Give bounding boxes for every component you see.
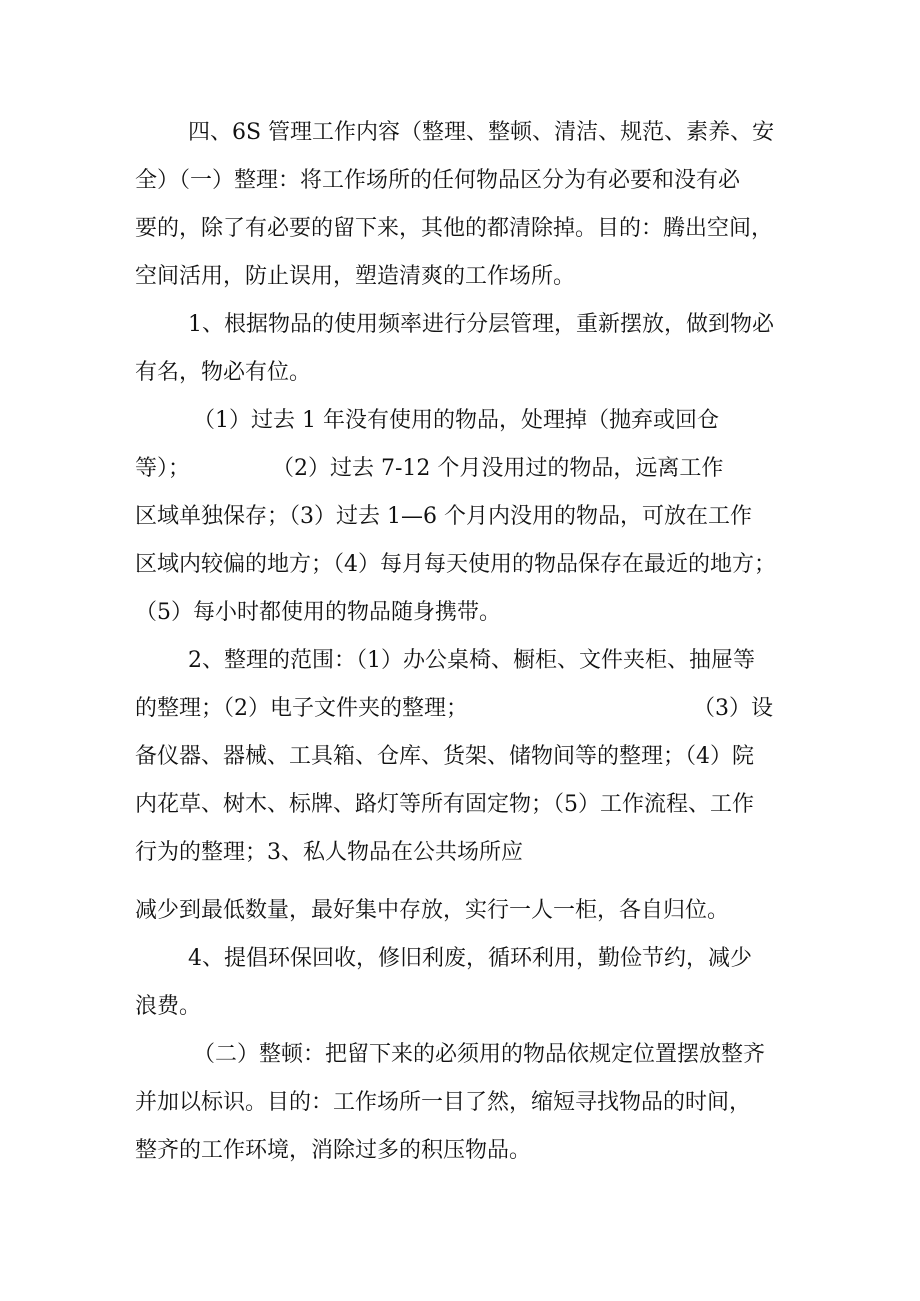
text-line: 备仪器、器械、工具箱、仓库、货架、储物间等的整理；（4）院 (135, 744, 754, 769)
text-line: 等）； (135, 456, 191, 481)
text-line: 有名，物必有位。 (135, 360, 312, 385)
text-line: 并加以标识。目的：工作场所一目了然，缩短寻找物品的时间， (135, 1090, 752, 1115)
text-line: 区域单独保存；（3）过去 1—6 个月内没用的物品，可放在工作 (135, 504, 752, 529)
text-line: 内花草、树木、标牌、路灯等所有固定物；（5）工作流程、工作 (135, 792, 754, 817)
text-line: （5）每小时都使用的物品随身携带。 (135, 600, 501, 625)
text-line: 浪费。 (135, 994, 202, 1019)
text-line: 四、6S 管理工作内容（整理、整顿、清洁、规范、素养、安 (188, 120, 775, 145)
text-line: （二）整顿：把留下来的必须用的物品依规定位置摆放整齐 (193, 1042, 766, 1067)
text-line: 空间活用，防止误用，塑造清爽的工作场所。 (135, 264, 576, 289)
text-line: 的整理；（2）电子文件夹的整理； (135, 696, 468, 721)
text-line: （1）过去 1 年没有使用的物品，处理掉（抛弃或回仓 (193, 408, 719, 433)
text-line: 要的，除了有必要的留下来，其他的都清除掉。目的：腾出空间， (135, 216, 774, 241)
text-line: 全）（一）整理：将工作场所的任何物品区分为有必要和没有必 (135, 168, 741, 193)
text-line: 1、根据物品的使用频率进行分层管理，重新摆放，做到物必 (188, 312, 774, 337)
text-line: 整齐的工作环境，消除过多的积压物品。 (135, 1138, 532, 1163)
text-line: 2、整理的范围：（1）办公桌椅、橱柜、文件夹柜、抽屉等 (188, 648, 755, 673)
text-line: （3）设 (693, 696, 773, 721)
text-line: 减少到最低数量，最好集中存放，实行一人一柜，各自归位。 (135, 898, 730, 923)
text-line: 4、提倡环保回收，修旧利废，循环利用，勤俭节约，减少 (188, 946, 752, 971)
text-line: 行为的整理；3、私人物品在公共场所应 (135, 840, 523, 865)
text-line: （2）过去 7-12 个月没用过的物品，远离工作 (272, 456, 724, 481)
text-line: 区域内较偏的地方；（4）每月每天使用的物品保存在最近的地方； (135, 552, 776, 577)
